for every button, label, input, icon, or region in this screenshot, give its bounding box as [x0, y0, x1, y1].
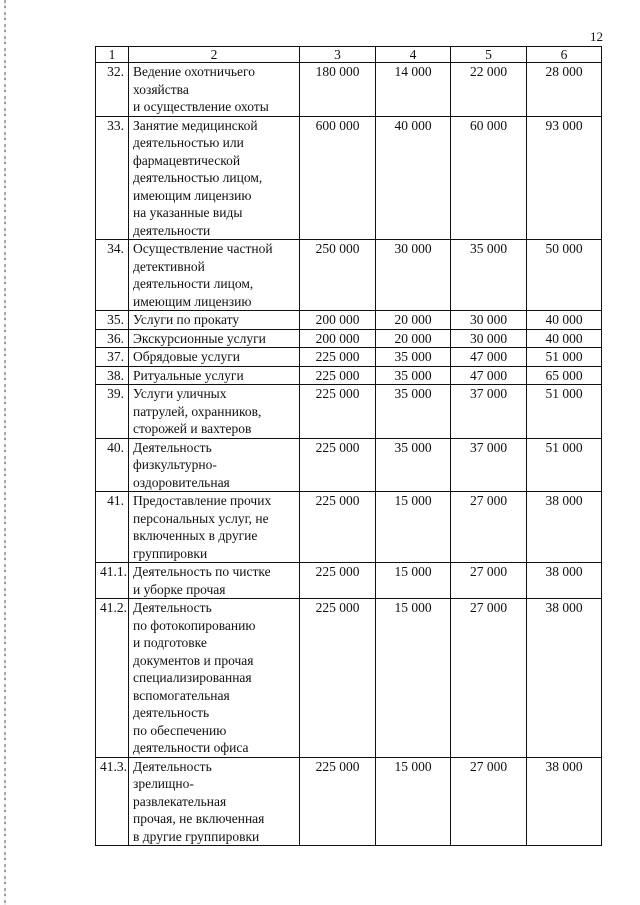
tariff-table — [95, 46, 602, 846]
table-row — [96, 63, 602, 117]
value-col-5: 47 000 — [451, 348, 527, 367]
row-number: 38. — [96, 366, 129, 385]
value-col-5: 60 000 — [451, 116, 527, 240]
row-number: 40. — [96, 438, 129, 492]
table-row — [96, 385, 602, 439]
value-col-5: 37 000 — [451, 438, 527, 492]
table-row — [96, 311, 602, 330]
value-col-6: 51 000 — [527, 348, 602, 367]
activity-name: Услуги уличных патрулей, охранников, сторожей и вахтеров — [129, 385, 300, 439]
value-col-3: 225 000 — [300, 492, 376, 563]
value-col-6: 65 000 — [527, 366, 602, 385]
value-col-5: 27 000 — [451, 492, 527, 563]
value-col-6: 93 000 — [527, 116, 602, 240]
value-col-4: 20 000 — [376, 329, 451, 348]
value-col-6: 50 000 — [527, 240, 602, 311]
table-row — [96, 563, 602, 599]
value-col-6: 51 000 — [527, 438, 602, 492]
table-row — [96, 240, 602, 311]
value-col-6: 38 000 — [527, 563, 602, 599]
value-col-5: 27 000 — [451, 757, 527, 846]
table-row — [96, 366, 602, 385]
value-col-4: 20 000 — [376, 311, 451, 330]
activity-name: Осуществление частной детективной деятельности лицом, имеющим лицензию — [129, 240, 300, 311]
value-col-5: 30 000 — [451, 311, 527, 330]
activity-name: Экскурсионные услуги — [129, 329, 300, 348]
value-col-4: 15 000 — [376, 492, 451, 563]
activity-name: Предоставление прочих персональных услуг, не включенных в другие группировки — [129, 492, 300, 563]
row-number: 41.3. — [96, 757, 129, 846]
row-number: 41.2. — [96, 599, 129, 758]
row-number: 32. — [96, 63, 129, 117]
activity-name: Ритуальные услуги — [129, 366, 300, 385]
value-col-3: 600 000 — [300, 116, 376, 240]
row-number: 36. — [96, 329, 129, 348]
activity-name: Занятие медицинской деятельностью или фармацевтической деятельностью лицом, имеющим лицензию на указанные виды деятельности — [129, 116, 300, 240]
table-row — [96, 329, 602, 348]
value-col-3: 225 000 — [300, 599, 376, 758]
value-col-4: 30 000 — [376, 240, 451, 311]
value-col-6: 28 000 — [527, 63, 602, 117]
column-header-4: 4 — [376, 47, 451, 63]
column-header-1: 1 — [96, 47, 129, 63]
row-number: 35. — [96, 311, 129, 330]
value-col-3: 225 000 — [300, 757, 376, 846]
activity-name: Деятельность по чистке и уборке прочая — [129, 563, 300, 599]
activity-name: Деятельность зрелищно- развлекательная прочая, не включенная в другие группировки — [129, 757, 300, 846]
value-col-4: 15 000 — [376, 757, 451, 846]
table-header-row — [96, 47, 602, 63]
value-col-4: 15 000 — [376, 599, 451, 758]
value-col-4: 15 000 — [376, 563, 451, 599]
value-col-6: 51 000 — [527, 385, 602, 439]
value-col-3: 200 000 — [300, 311, 376, 330]
column-header-2: 2 — [129, 47, 300, 63]
column-header-3: 3 — [300, 47, 376, 63]
row-number: 39. — [96, 385, 129, 439]
table-row — [96, 599, 602, 758]
value-col-3: 225 000 — [300, 348, 376, 367]
value-col-3: 225 000 — [300, 385, 376, 439]
value-col-5: 27 000 — [451, 599, 527, 758]
value-col-6: 38 000 — [527, 599, 602, 758]
value-col-4: 14 000 — [376, 63, 451, 117]
value-col-3: 250 000 — [300, 240, 376, 311]
value-col-4: 35 000 — [376, 366, 451, 385]
activity-name: Деятельность по фотокопированию и подготовке документов и прочая специализированная вспомогательная деятельность по обеспечению деятельности офиса — [129, 599, 300, 758]
table-row — [96, 492, 602, 563]
column-header-5: 5 — [451, 47, 527, 63]
page-number: 12 — [590, 29, 603, 44]
value-col-6: 40 000 — [527, 329, 602, 348]
value-col-5: 47 000 — [451, 366, 527, 385]
value-col-5: 35 000 — [451, 240, 527, 311]
value-col-3: 225 000 — [300, 366, 376, 385]
table-row — [96, 348, 602, 367]
value-col-4: 35 000 — [376, 438, 451, 492]
row-number: 41. — [96, 492, 129, 563]
row-number: 41.1. — [96, 563, 129, 599]
value-col-6: 38 000 — [527, 757, 602, 846]
activity-name: Ведение охотничьего хозяйства и осуществление охоты — [129, 63, 300, 117]
value-col-6: 40 000 — [527, 311, 602, 330]
value-col-6: 38 000 — [527, 492, 602, 563]
value-col-3: 180 000 — [300, 63, 376, 117]
scan-edge-artifact — [4, 0, 6, 905]
value-col-4: 35 000 — [376, 348, 451, 367]
table-row — [96, 757, 602, 846]
row-number: 37. — [96, 348, 129, 367]
value-col-5: 37 000 — [451, 385, 527, 439]
activity-name: Обрядовые услуги — [129, 348, 300, 367]
table-row — [96, 116, 602, 240]
activity-name: Деятельность физкультурно- оздоровительная — [129, 438, 300, 492]
table-row — [96, 438, 602, 492]
row-number: 34. — [96, 240, 129, 311]
value-col-4: 35 000 — [376, 385, 451, 439]
activity-name: Услуги по прокату — [129, 311, 300, 330]
value-col-5: 22 000 — [451, 63, 527, 117]
value-col-3: 225 000 — [300, 563, 376, 599]
column-header-6: 6 — [527, 47, 602, 63]
row-number: 33. — [96, 116, 129, 240]
value-col-3: 200 000 — [300, 329, 376, 348]
value-col-4: 40 000 — [376, 116, 451, 240]
value-col-5: 27 000 — [451, 563, 527, 599]
value-col-5: 30 000 — [451, 329, 527, 348]
value-col-3: 225 000 — [300, 438, 376, 492]
